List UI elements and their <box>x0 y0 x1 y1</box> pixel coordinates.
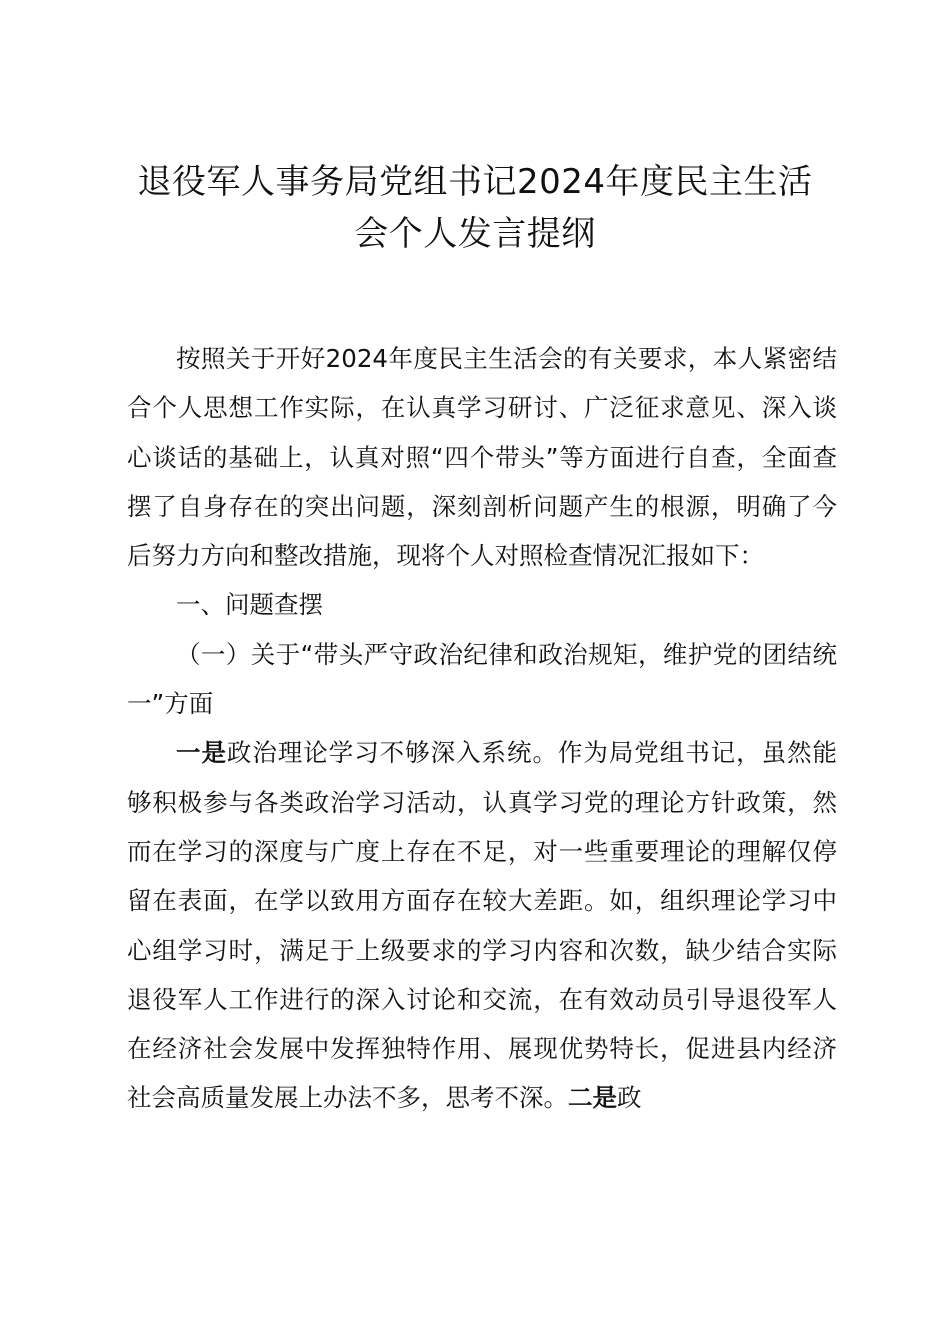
problem-paragraph <box>127 728 837 1122</box>
section-heading: 一、问题查摆 <box>176 590 323 620</box>
subsection-heading: （一）关于“带头严守政治纪律和政治规矩，维护党的团结统一”方面 <box>127 639 837 719</box>
intro-paragraph: 按照关于开好2024年度民主生活会的有关要求，本人紧密结合个人思想工作实际，在认真学习研讨、广泛征求意见、深入谈心谈话的基础上，认真对照“四个带头”等方面进行自查，全面查摆了自身存在的突出问题，深刻剖析问题产生的根源，明确了今后努力方向和整改措施，现将个人对照检查情况汇报如下： <box>127 344 837 571</box>
point-2-text: 政 <box>617 1083 642 1113</box>
document-title <box>100 156 850 260</box>
point-1-lead: 一是 <box>176 738 227 768</box>
title-line-1: 退役军人事务局党组书记2024年度民主生活 <box>137 162 813 202</box>
point-1-text: 政治理论学习不够深入系统。作为局党组书记，虽然能够积极参与各类政治学习活动，认真学习党的理论方针政策，然而在学习的深度与广度上存在不足，对一些重要理论的理解仅停留在表面，在学以致用方面存在较大差距。如，组织理论学习中心组学习时，满足于上级要求的学习内容和次数，缺少结合实际退役军人工作进行的深入讨论和交流，在有效动员引导退役军人在经济社会发展中发挥独特作用、展现优势特长，促进县内经济社会高质量发展上办法不多，思考不深。 <box>127 738 837 1113</box>
document-body <box>127 334 837 1123</box>
title-line-2: 会个人发言提纲 <box>354 214 596 254</box>
point-2-lead: 二是 <box>568 1083 617 1113</box>
